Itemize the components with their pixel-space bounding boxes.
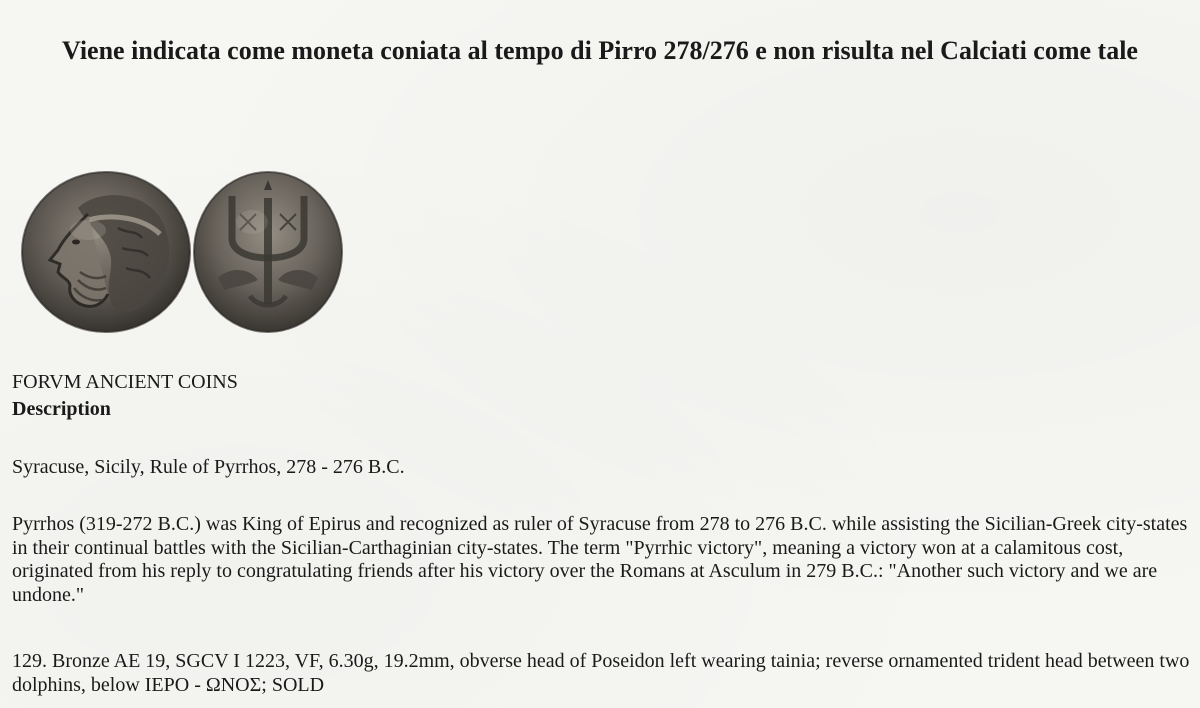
coin-reverse — [194, 172, 342, 332]
coin-images — [18, 168, 348, 334]
coin-title-paragraph: Syracuse, Sicily, Rule of Pyrrhos, 278 - 276 B.C. — [12, 456, 405, 478]
description-heading: Description — [12, 398, 111, 420]
coin-details-paragraph: 129. Bronze AE 19, SGCV I 1223, VF, 6.30g, 19.2mm, obverse head of Poseidon left wearing tainia; reverse ornamented trident head between two dolphins, below IEPO - ΩΝΟΣ; SOLD — [12, 650, 1190, 696]
page-heading: Viene indicata come moneta coniata al tempo di Pirro 278/276 e non risulta nel Calciati come tale — [62, 36, 1138, 65]
coin-obverse — [22, 172, 190, 332]
source-label: FORVM ANCIENT COINS — [12, 371, 238, 393]
coin-photo — [18, 168, 348, 334]
history-paragraph: Pyrrhos (319-272 B.C.) was King of Epirus and recognized as ruler of Syracuse from 278 to 276 B.C. while assisting the Sicilian-Greek city-states in their continual battles with the Sicilian-Carthaginian city-states. The term "Pyrrhic victory", meaning a victory won at a calamitous cost, originated from his reply to congratulating friends after his victory over the Romans at Asculum in 279 B.C.: "Another such victory and we are undone." — [12, 513, 1188, 606]
